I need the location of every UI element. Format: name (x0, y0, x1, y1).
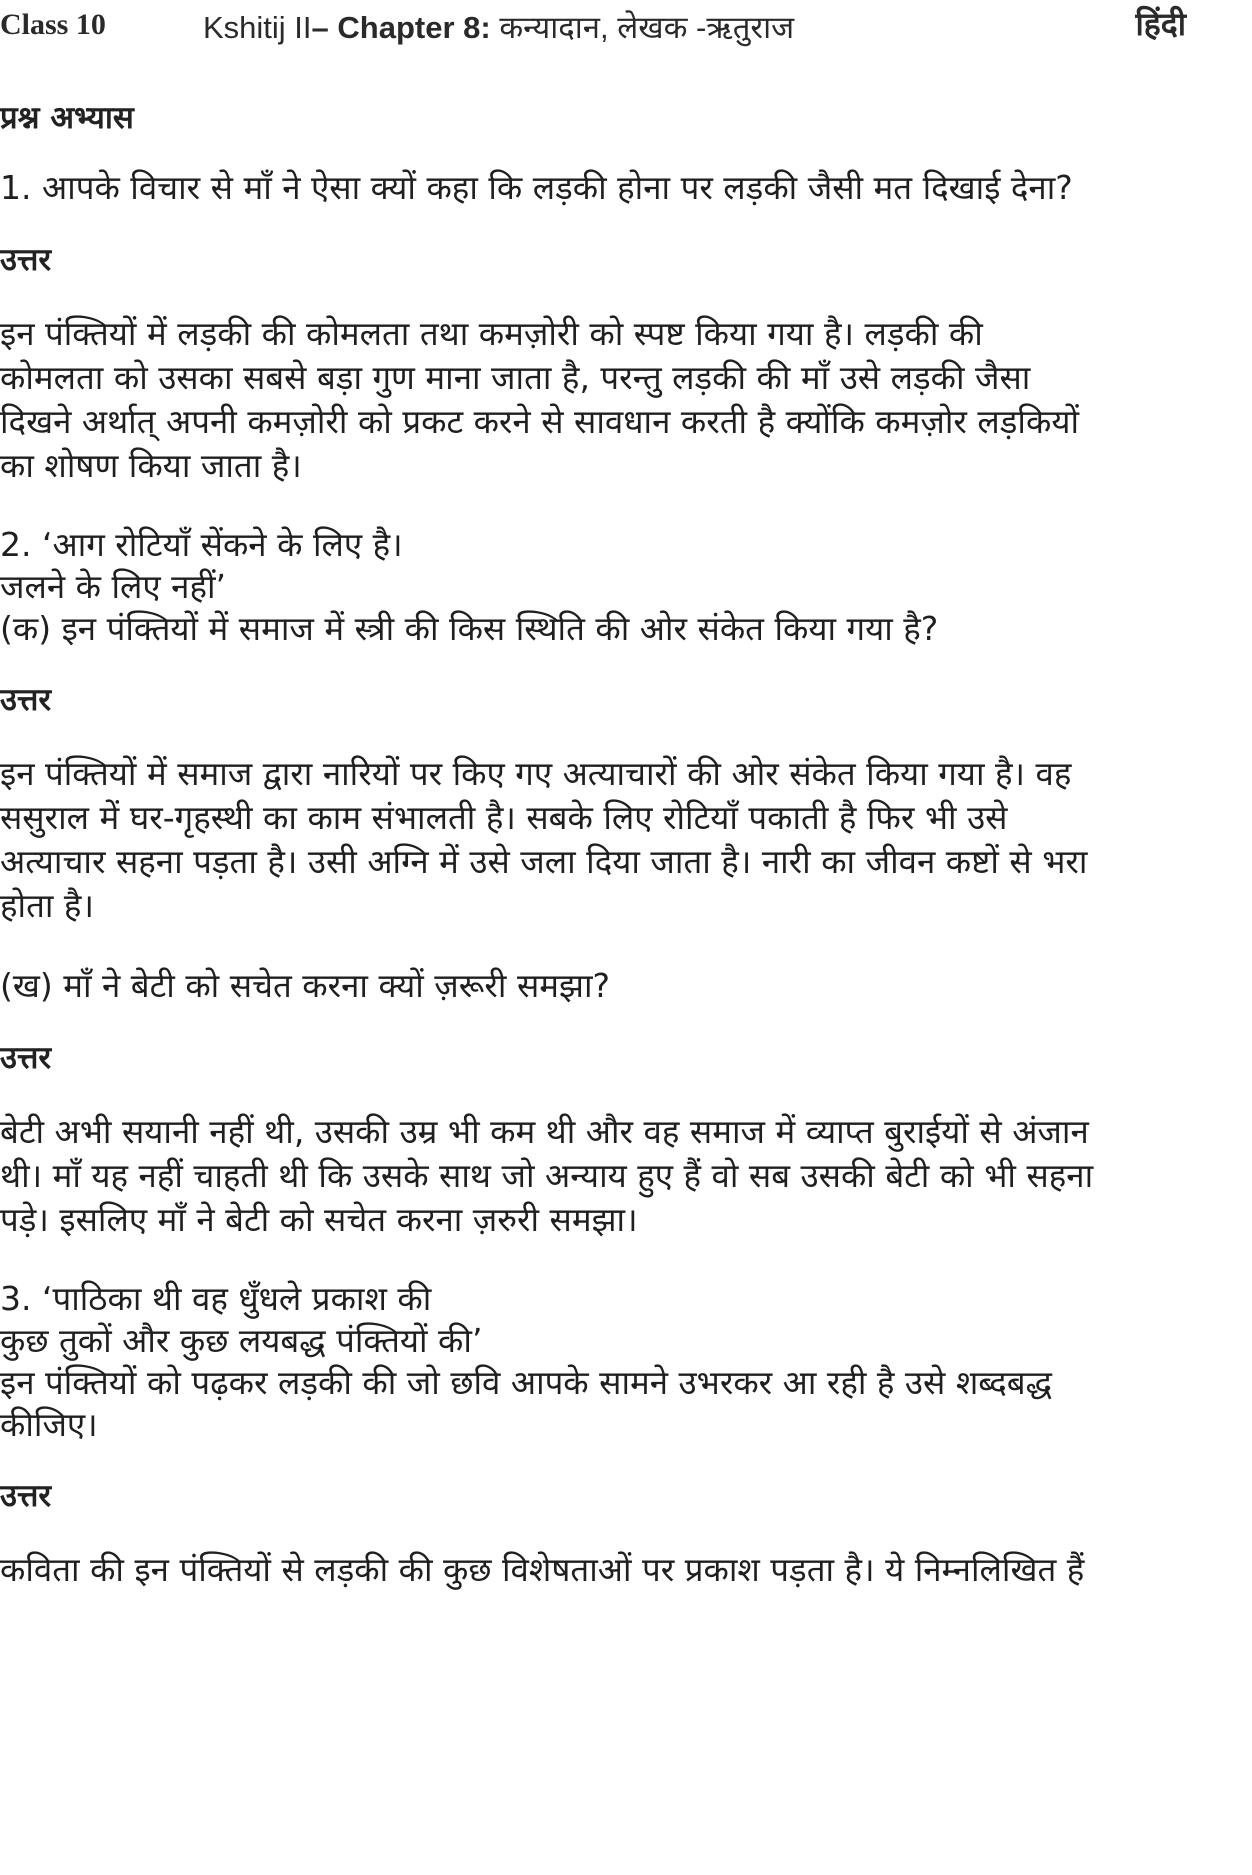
subject-label: हिंदी (1135, 5, 1186, 43)
answer-line: इन पंक्तियों में लड़की की कोमलता तथा कमज़ोरी को स्पष्ट किया गया है। लड़की की (0, 314, 983, 353)
answer-line: कविता की इन पंक्तियों से लड़की की कुछ विशेषताओं पर प्रकाश पड़ता है। ये निम्नलिखित हैं (0, 1550, 1085, 1589)
question-2b: (ख) माँ ने बेटी को सचेत करना क्यों ज़रूरी समझा? (0, 966, 611, 1005)
chapter-title (203, 6, 794, 48)
answer-line: ससुराल में घर-गृहस्थी का काम संभालती है। सबके लिए रोटियाँ पकाती है फिर भी उसे (0, 798, 1008, 837)
answer-heading-3: उत्तर (0, 1478, 52, 1514)
answer-heading-2b: उत्तर (0, 1040, 52, 1076)
answer-2a (0, 752, 1240, 928)
answer-line: दिखने अर्थात् अपनी कमज़ोरी को प्रकट करने से सावधान करती है क्योंकि कमज़ोर लड़कियों (0, 402, 1080, 441)
answer-line: का शोषण किया जाता है। (0, 446, 302, 485)
question-line: इन पंक्तियों को पढ़कर लड़की की जो छवि आपके सामने उभरकर आ रही है उसे शब्दबद्ध (0, 1363, 1052, 1402)
question-line: कुछ तुकों और कुछ लयबद्ध पंक्तियों की’ (0, 1321, 483, 1360)
chapter-name: कन्यादान, लेखक -ऋतुराज (490, 10, 795, 45)
answer-heading-1: उत्तर (0, 242, 52, 278)
answer-line: अत्याचार सहना पड़ता है। उसी अग्नि में उसे जला दिया जाता है। नारी का जीवन कष्टों से भरा (0, 842, 1088, 881)
question-line: कीजिए। (0, 1405, 98, 1444)
answer-line: होता है। (0, 886, 94, 925)
answer-line: इन पंक्तियों में समाज द्वारा नारियों पर किए गए अत्याचारों की ओर संकेत किया गया है। वह (0, 754, 1072, 793)
section-title: प्रश्न अभ्यास (0, 100, 134, 136)
page-header (0, 0, 1252, 52)
chapter-number: – Chapter 8: (311, 10, 491, 45)
class-label: Class 10 (0, 8, 106, 41)
answer-1 (0, 312, 1240, 488)
question-1: 1. आपके विचार से माँ ने ऐसा क्यों कहा कि लड़की होना पर लड़की जैसी मत दिखाई देना? (0, 168, 1073, 207)
answer-line: बेटी अभी सयानी नहीं थी, उसकी उम्र भी कम थी और वह समाज में व्याप्त बुराईयों से अंजान (0, 1112, 1089, 1151)
question-line: (क) इन पंक्तियों में समाज में स्त्री की किस स्थिति की ओर संकेत किया गया है? (0, 609, 939, 648)
question-line: 3. ‘पाठिका थी वह धुँधले प्रकाश की (0, 1279, 432, 1318)
answer-3 (0, 1548, 1240, 1592)
question-2 (0, 524, 1240, 650)
answer-line: कोमलता को उसका सबसे बड़ा गुण माना जाता है, परन्तु लड़की की माँ उसे लड़की जैसा (0, 358, 1031, 397)
answer-line: पड़े। इसलिए माँ ने बेटी को सचेत करना ज़रुरी समझा। (0, 1200, 638, 1239)
question-3 (0, 1278, 1240, 1446)
answer-line: थी। माँ यह नहीं चाहती थी कि उसके साथ जो अन्याय हुए हैं वो सब उसकी बेटी को भी सहना (0, 1156, 1094, 1195)
answer-2b (0, 1110, 1240, 1242)
question-line: जलने के लिए नहीं’ (0, 567, 227, 606)
question-line: 2. ‘आग रोटियाँ सेंकने के लिए है। (0, 525, 403, 564)
answer-heading-2a: उत्तर (0, 682, 52, 718)
book-name: Kshitij II (203, 10, 312, 45)
document-content (0, 96, 1240, 1592)
